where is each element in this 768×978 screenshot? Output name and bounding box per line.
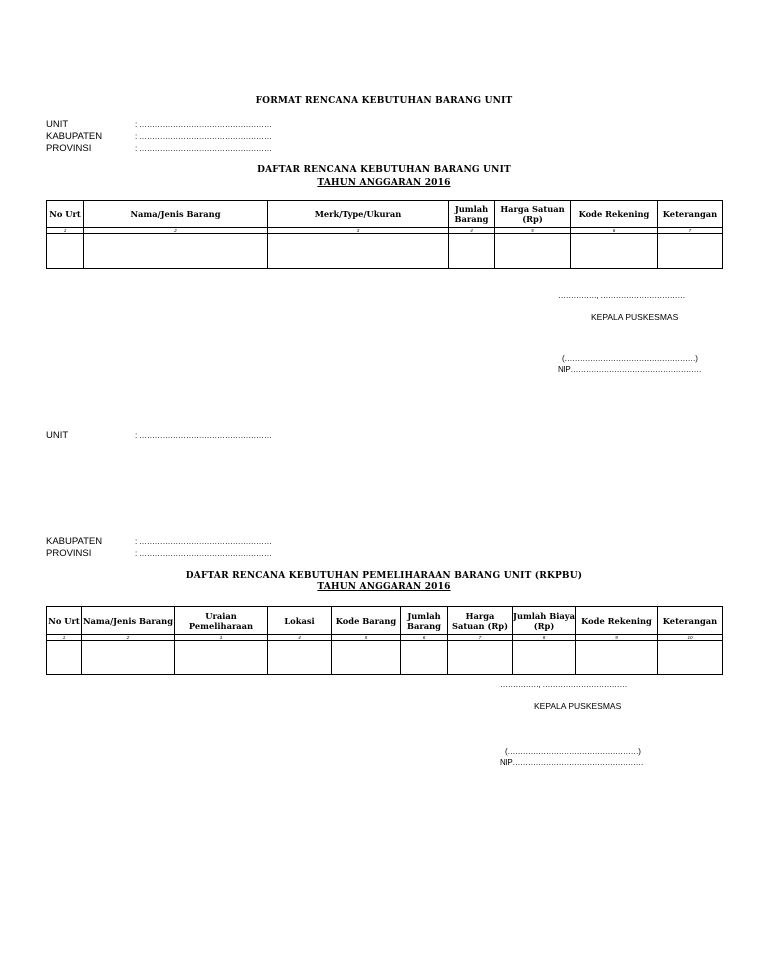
col-number: 3 bbox=[268, 228, 449, 234]
col-number: 7 bbox=[658, 228, 723, 234]
col-header: Keterangan bbox=[658, 607, 723, 635]
field-unit bbox=[46, 119, 272, 130]
rkpbu-table bbox=[46, 606, 723, 675]
col-header: Keterangan bbox=[658, 201, 723, 228]
field-label: PROVINSI bbox=[46, 548, 92, 559]
table-row bbox=[47, 641, 723, 675]
col-header: Jumlah Barang bbox=[401, 607, 448, 635]
table-title: DAFTAR RENCANA KEBUTUHAN BARANG UNIT bbox=[257, 165, 511, 175]
col-number: 6 bbox=[401, 635, 448, 641]
col-number: 5 bbox=[495, 228, 571, 234]
col-header: Jumlah Barang bbox=[449, 201, 495, 228]
signature-position-2: KEPALA PUSKESMAS bbox=[534, 701, 622, 711]
table-cell bbox=[658, 234, 723, 269]
col-number: 2 bbox=[84, 228, 268, 234]
table-header-row bbox=[47, 607, 723, 635]
col-number: 6 bbox=[571, 228, 658, 234]
field-value: : …………………………………………… bbox=[135, 144, 272, 153]
field-label: UNIT bbox=[46, 119, 69, 130]
field-kabupaten-2 bbox=[46, 536, 272, 547]
col-header: Kode Rekening bbox=[576, 607, 658, 635]
table-cell bbox=[82, 641, 175, 675]
field-value: : …………………………………………… bbox=[135, 549, 272, 558]
table-cell bbox=[571, 234, 658, 269]
col-header: Kode Rekening bbox=[571, 201, 658, 228]
table-cell bbox=[449, 234, 495, 269]
signature-place-date: ……………, …………………………… bbox=[558, 291, 686, 300]
col-number: 4 bbox=[268, 635, 332, 641]
col-number: 4 bbox=[449, 228, 495, 234]
col-number: 9 bbox=[576, 635, 658, 641]
field-unit-2 bbox=[46, 430, 272, 441]
table-cell bbox=[47, 641, 82, 675]
table-cell bbox=[268, 641, 332, 675]
table-cell bbox=[332, 641, 401, 675]
col-header: No Urt bbox=[47, 201, 84, 228]
field-value: : …………………………………………… bbox=[135, 431, 272, 440]
table-title-2: DAFTAR RENCANA KEBUTUHAN PEMELIHARAAN BARANG UNIT (RKPBU) bbox=[185, 571, 583, 581]
col-number: 2 bbox=[82, 635, 175, 641]
field-kabupaten bbox=[46, 131, 272, 142]
col-header: Harga Satuan (Rp) bbox=[495, 201, 571, 228]
col-header: Jumlah Biaya (Rp) bbox=[513, 607, 576, 635]
signature-nip: NIP…………………………………………… bbox=[558, 365, 702, 374]
field-value: : …………………………………………… bbox=[135, 120, 272, 129]
table-year: TAHUN ANGGARAN 2016 bbox=[317, 178, 451, 188]
signature-name: (……………………………………………) bbox=[562, 354, 698, 363]
table-cell bbox=[576, 641, 658, 675]
document-title: FORMAT RENCANA KEBUTUHAN BARANG UNIT bbox=[255, 96, 513, 106]
table-cell bbox=[84, 234, 268, 269]
col-number: 5 bbox=[332, 635, 401, 641]
col-header: Nama/Jenis Barang bbox=[84, 201, 268, 228]
field-label: UNIT bbox=[46, 430, 69, 441]
table-cell bbox=[495, 234, 571, 269]
table-header-row bbox=[47, 201, 723, 228]
table-row bbox=[47, 234, 723, 269]
signature-name-2: (……………………………………………) bbox=[505, 747, 641, 756]
field-value: : …………………………………………… bbox=[135, 132, 272, 141]
table-cell bbox=[658, 641, 723, 675]
col-number: 1 bbox=[47, 635, 82, 641]
col-header: Harga Satuan (Rp) bbox=[448, 607, 513, 635]
col-header: Uraian Pemeliharaan bbox=[175, 607, 268, 635]
col-number: 10 bbox=[658, 635, 723, 641]
table-cell bbox=[513, 641, 576, 675]
table-cell bbox=[268, 234, 449, 269]
signature-nip-2: NIP…………………………………………… bbox=[500, 758, 644, 767]
field-label: KABUPATEN bbox=[46, 131, 103, 142]
table-cell bbox=[47, 234, 84, 269]
rkbu-table bbox=[46, 200, 723, 269]
col-header: Kode Barang bbox=[332, 607, 401, 635]
field-provinsi bbox=[46, 143, 272, 154]
col-number: 1 bbox=[47, 228, 84, 234]
col-number: 8 bbox=[513, 635, 576, 641]
table-cell bbox=[175, 641, 268, 675]
col-number: 3 bbox=[175, 635, 268, 641]
table-year-wrap bbox=[0, 178, 768, 188]
table-year-wrap-2 bbox=[0, 582, 768, 592]
signature-place-date-2: ……………, …………………………… bbox=[500, 680, 628, 689]
col-header: Merk/Type/Ukuran bbox=[268, 201, 449, 228]
field-provinsi-2 bbox=[46, 548, 272, 559]
table-cell bbox=[448, 641, 513, 675]
field-label: PROVINSI bbox=[46, 143, 92, 154]
col-header: Nama/Jenis Barang bbox=[82, 607, 175, 635]
col-number: 7 bbox=[448, 635, 513, 641]
field-label: KABUPATEN bbox=[46, 536, 103, 547]
field-value: : …………………………………………… bbox=[135, 537, 272, 546]
col-header: Lokasi bbox=[268, 607, 332, 635]
signature-position: KEPALA PUSKESMAS bbox=[591, 312, 679, 322]
table-cell bbox=[401, 641, 448, 675]
col-header: No Urt bbox=[47, 607, 82, 635]
table-year-2: TAHUN ANGGARAN 2016 bbox=[317, 582, 451, 592]
